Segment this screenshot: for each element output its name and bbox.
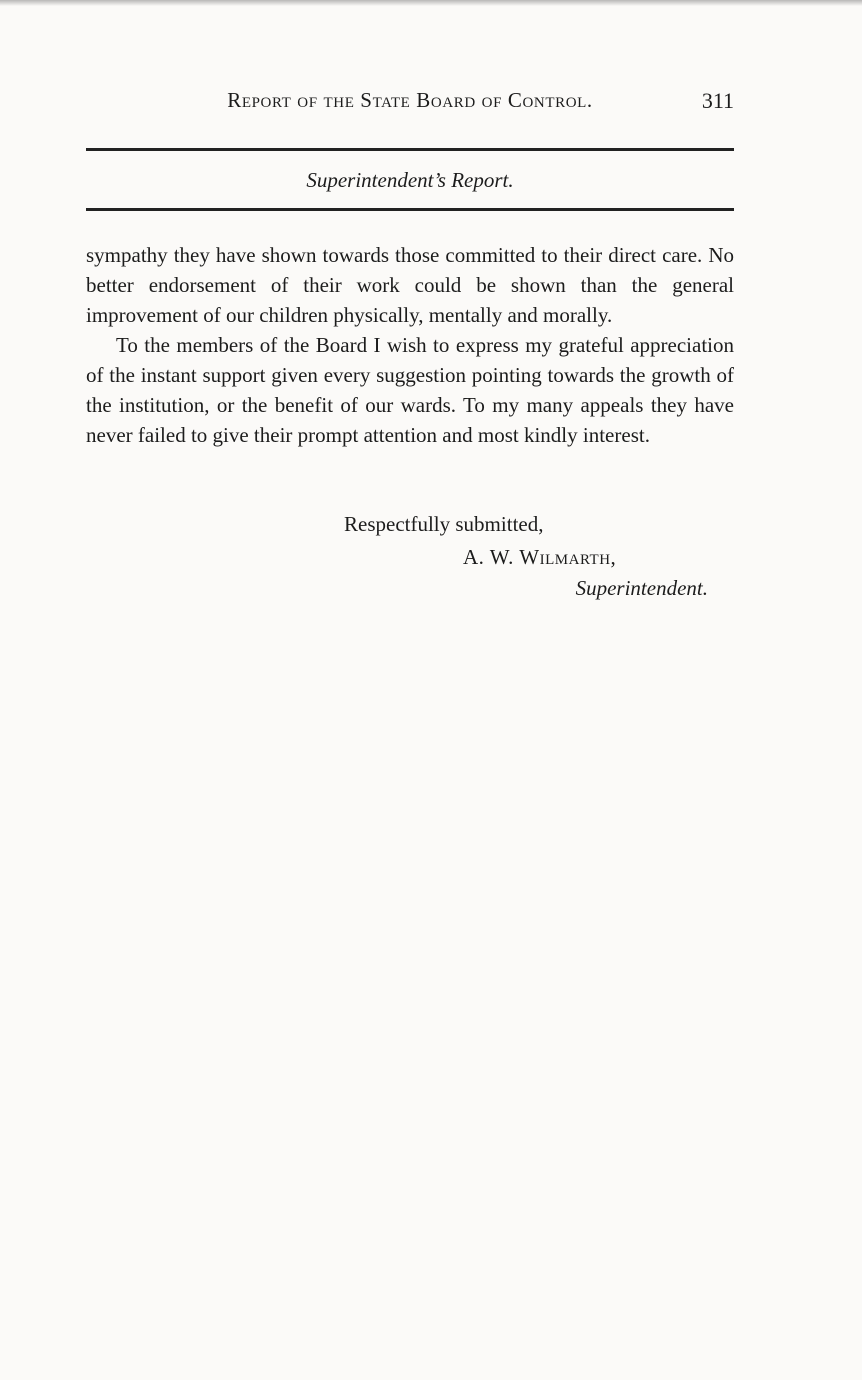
paragraph-acknowledgement: To the members of the Board I wish to express my grateful appreciation of the instant support given every suggestion pointing towards the growth of the institution, or the benefit of our wards. To my many appeals they have never failed to give their prompt attention and most kindly interest. xyxy=(86,333,734,447)
body-text xyxy=(86,240,734,450)
signature-role: Superintendent. xyxy=(575,576,708,600)
signature-name: A. W. Wilmarth, xyxy=(463,545,617,569)
running-title: Report of the State Board of Control. xyxy=(227,88,593,112)
running-header xyxy=(86,88,734,120)
valediction: Respectfully submitted, xyxy=(344,512,544,536)
paragraph-continuation: sympathy they have shown towards those committed to their direct care. No better endorsement of their work could be shown than the general improvement of our children physically, mentally and morally. xyxy=(86,243,734,327)
page-top-edge xyxy=(0,0,862,6)
section-title: Superintendent’s Report. xyxy=(306,168,514,192)
header-rule-top xyxy=(86,148,734,151)
signature-line xyxy=(86,545,734,570)
page-number: 311 xyxy=(701,88,734,113)
header-rule-bottom xyxy=(86,208,734,211)
